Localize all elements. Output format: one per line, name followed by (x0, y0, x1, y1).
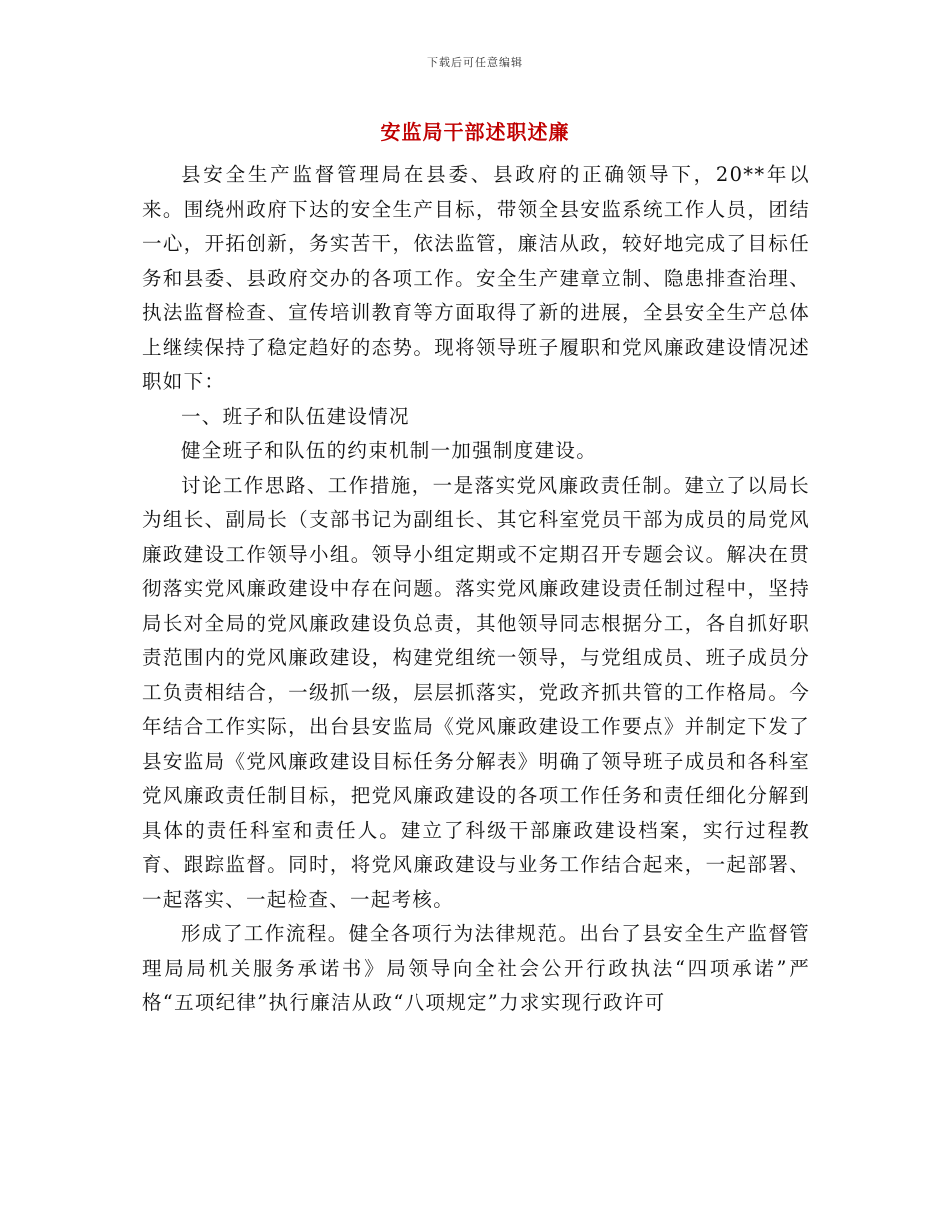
paragraph: 形成了工作流程。健全各项行为法律规范。出台了县安全生产监督管理局局机关服务承诺书》局领导向全社会公开行政执法“四项承诺”严格“五项纪律”执行廉洁从政“八项规定”力求实现行政许可 (142, 922, 810, 1014)
section-heading: 一、班子和队伍建设情况 (181, 404, 410, 428)
header-note: 下载后可任意编辑 (427, 56, 523, 69)
paragraph: 健全班子和队伍的约束机制一加强制度建设。 (181, 439, 598, 462)
paragraph: 县安全生产监督管理局在县委、县政府的正确领导下，20**年以来。围绕州政府下达的安全生产目标，带领全县安监系统工作人员，团结一心，开拓创新，务实苦干，依法监管，廉洁从政，较好地完成了目标任务和县委、县政府交办的各项工作。安全生产建章立制、隐患排查治理、执法监督检查、宣传培训教育等方面取得了新的进展，全县安全生产总体上继续保持了稳定趋好的态势。现将领导班子履职和党风廉政建设情况述职如下： (142, 163, 810, 393)
document-title: 安监局干部述职述廉 (380, 120, 570, 144)
document-body (142, 158, 810, 1021)
paragraph: 讨论工作思路、工作措施，一是落实党风廉政责任制。建立了以局长为组长、副局长（支部书记为副组长、其它科室党员干部为成员的局党风廉政建设工作领导小组。领导小组定期或不定期召开专题会议。解决在贯彻落实党风廉政建设中存在问题。落实党风廉政建设责任制过程中，坚持局长对全局的党风廉政建设负总责，其他领导同志根据分工，各自抓好职责范围内的党风廉政建设，构建党组统一领导，与党组成员、班子成员分工负责相结合，一级抓一级，层层抓落实，党政齐抓共管的工作格局。今年结合工作实际，出台县安监局《党风廉政建设工作要点》并制定下发了县安监局《党风廉政建设目标任务分解表》明确了领导班子成员和各科室党风廉政责任制目标，把党风廉政建设的各项工作任务和责任细化分解到具体的责任科室和责任人。建立了科级干部廉政建设档案，实行过程教育、跟踪监督。同时，将党风廉政建设与业务工作结合起来，一起部署、一起落实、一起检查、一起考核。 (142, 473, 810, 911)
